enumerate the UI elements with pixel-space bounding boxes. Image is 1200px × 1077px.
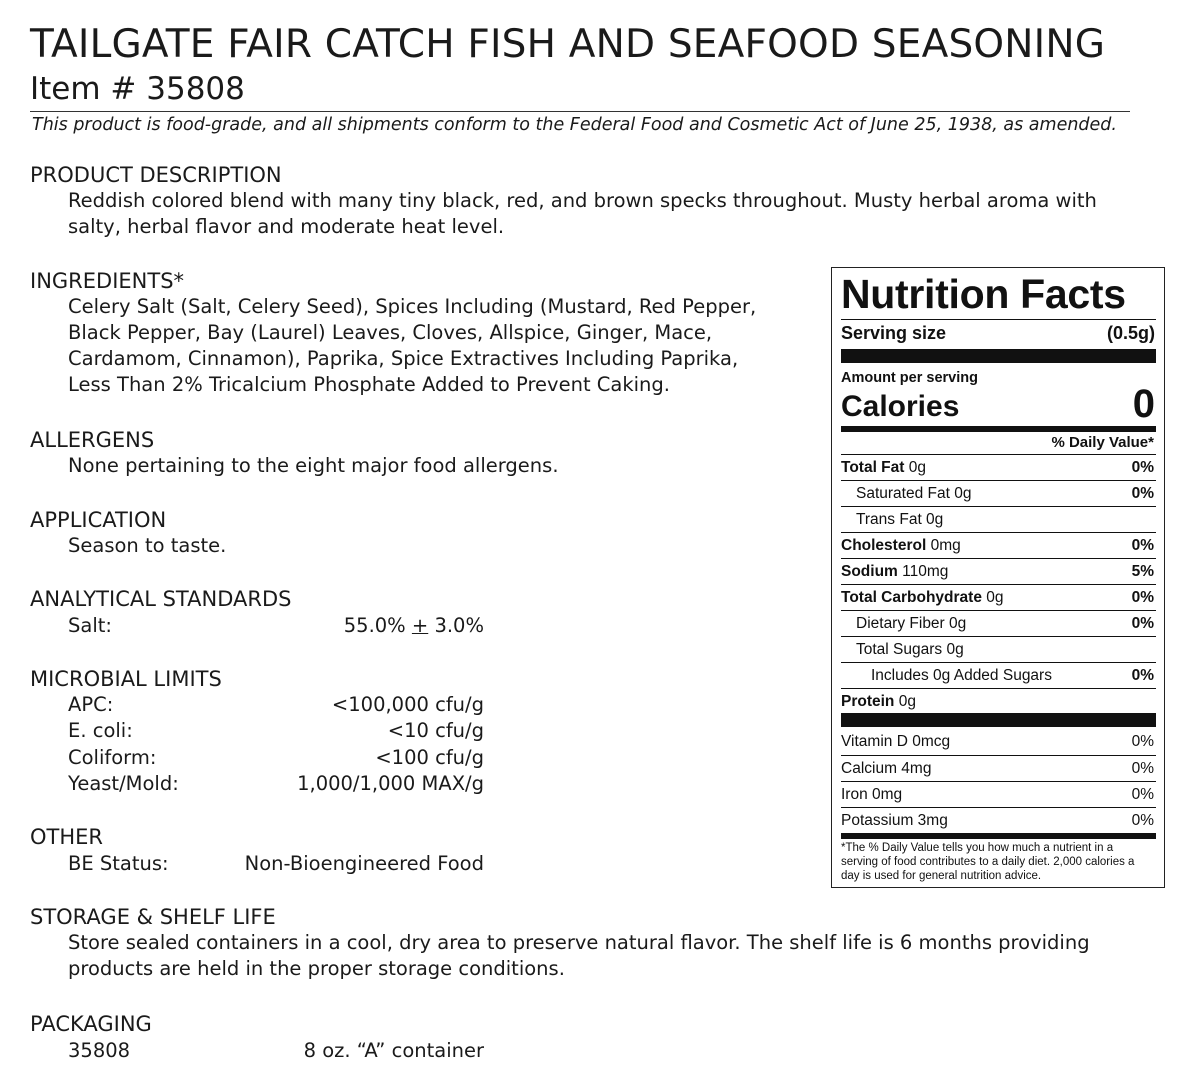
nutrient-daily-value: 0% — [1131, 459, 1154, 476]
page-title: TAILGATE FAIR CATCH FISH AND SEAFOOD SEASONING — [30, 22, 1106, 67]
nutrient-row-total-carbohydrate — [841, 584, 1156, 610]
nutrient-row-calcium — [841, 755, 1156, 781]
footnote-line: *The % Daily Value tells you how much a nutrient in a — [841, 842, 1114, 854]
nutrient-daily-value: 0% — [1131, 812, 1154, 829]
section-heading-product-description: PRODUCT DESCRIPTION — [30, 163, 282, 187]
product-description-text: Reddish colored blend with many tiny black, red, and brown specks throughout. Musty herbal aroma with salty, herbal flavor and moderate heat level. — [68, 189, 1097, 238]
microbial-value: <10 cfu/g — [387, 719, 484, 742]
daily-value-header: % Daily Value* — [1051, 434, 1154, 451]
nutrient-daily-value: 0% — [1131, 589, 1154, 606]
nutrient-row-added-sugars — [841, 662, 1156, 688]
nutrient-name: Calcium 4mg — [841, 760, 932, 777]
section-heading-allergens: ALLERGENS — [30, 428, 155, 452]
nutrient-row-protein — [841, 688, 1156, 714]
nutrient-row-dietary-fiber — [841, 610, 1156, 636]
microbial-label: E. coli: — [68, 719, 133, 742]
microbial-value: <100,000 cfu/g — [331, 693, 484, 716]
nutrient-amount: 0g — [986, 589, 1004, 606]
nutrient-daily-value: 0% — [1131, 615, 1154, 632]
microbial-row-apc — [68, 692, 484, 718]
ingredients-line: Less Than 2% Tricalcium Phosphate Added to Prevent Caking. — [68, 373, 670, 396]
nutrient-row-saturated-fat — [841, 480, 1156, 506]
nutrient-daily-value: 0% — [1131, 485, 1154, 502]
section-heading-application: APPLICATION — [30, 508, 167, 532]
plus-minus-symbol: + — [411, 614, 429, 637]
packaging-row — [68, 1038, 484, 1064]
salt-tolerance: 3.0% — [434, 614, 484, 637]
ingredients-text — [68, 294, 756, 398]
nutrient-daily-value: 0% — [1131, 667, 1154, 684]
nutrient-row-potassium — [841, 807, 1156, 833]
nutrient-amount: 0g — [908, 459, 926, 476]
nutrient-daily-value: 0% — [1131, 733, 1154, 750]
food-grade-disclaimer: This product is food-grade, and all shipments conform to the Federal Food and Cosmetic Act of June 25, 1938, as amended. — [32, 115, 1117, 135]
nutrition-thick-bar — [841, 349, 1156, 363]
microbial-row-coliform — [68, 745, 484, 771]
nutrient-row-vitamin-d — [841, 729, 1156, 755]
nutrient-row-cholesterol — [841, 532, 1156, 558]
nutrition-medium-bar — [841, 426, 1156, 432]
section-heading-storage-shelf-life: STORAGE & SHELF LIFE — [30, 905, 276, 929]
amount-per-serving-label: Amount per serving — [841, 370, 978, 386]
allergens-text: None pertaining to the eight major food allergens. — [68, 454, 559, 477]
nutrient-name: Trans Fat 0g — [856, 511, 944, 528]
item-number: Item # 35808 — [30, 71, 245, 107]
nutrient-name: Includes 0g Added Sugars — [871, 667, 1052, 684]
microbial-label: Coliform: — [68, 746, 157, 769]
application-text: Season to taste. — [68, 534, 227, 557]
header-divider — [30, 111, 1130, 112]
microbial-value: <100 cfu/g — [375, 746, 484, 769]
be-status-value: Non-Bioengineered Food — [244, 852, 484, 875]
nutrient-daily-value: 0% — [1131, 537, 1154, 554]
nutrient-name: Iron 0mg — [841, 786, 903, 803]
nutrient-daily-value: 0% — [1131, 786, 1154, 803]
microbial-value: 1,000/1,000 MAX/g — [297, 772, 484, 795]
footnote-line: day is used for general nutrition advice. — [841, 870, 1042, 882]
section-heading-packaging: PACKAGING — [30, 1012, 152, 1036]
microbial-row-ecoli — [68, 718, 484, 744]
nutrient-daily-value: 5% — [1131, 563, 1154, 580]
salt-label: Salt: — [68, 614, 112, 637]
section-heading-analytical-standards: ANALYTICAL STANDARDS — [30, 587, 292, 611]
nutrient-name: Total Fat — [841, 459, 905, 476]
ingredients-line: Black Pepper, Bay (Laurel) Leaves, Cloves, Allspice, Ginger, Mace, — [68, 321, 713, 344]
be-status-label: BE Status: — [68, 852, 169, 875]
nutrient-row-sodium — [841, 558, 1156, 584]
be-status-row — [68, 851, 484, 877]
nutrient-name: Sodium — [841, 563, 898, 580]
ingredients-line: Celery Salt (Salt, Celery Seed), Spices Including (Mustard, Red Pepper, — [68, 295, 757, 318]
nutrient-row-iron — [841, 781, 1156, 807]
nutrient-amount: 0g — [898, 693, 916, 710]
section-heading-other: OTHER — [30, 825, 104, 849]
nutrient-amount: 110mg — [902, 563, 949, 580]
nutrient-name: Vitamin D 0mcg — [841, 733, 951, 750]
nutrition-facts-title: Nutrition Facts — [841, 271, 1126, 317]
salt-percent: 55.0% — [343, 614, 406, 637]
nutrition-medium-bar — [841, 833, 1156, 839]
nutrient-name: Total Carbohydrate — [841, 589, 982, 606]
daily-value-footnote — [841, 841, 1134, 883]
nutrient-daily-value: 0% — [1131, 760, 1154, 777]
nutrient-row-total-fat — [841, 454, 1156, 480]
packaging-container: 8 oz. “A” container — [303, 1039, 484, 1062]
nutrient-name: Potassium 3mg — [841, 812, 948, 829]
nutrition-thick-bar — [841, 713, 1156, 727]
nutrient-name: Protein — [841, 693, 895, 710]
nutrient-amount: 0mg — [930, 537, 961, 554]
nutrient-name: Dietary Fiber 0g — [856, 615, 967, 632]
nutrient-name: Saturated Fat 0g — [856, 485, 972, 502]
section-heading-ingredients: INGREDIENTS* — [30, 269, 185, 293]
microbial-label: Yeast/Mold: — [68, 772, 179, 795]
nutrition-facts-panel — [831, 267, 1165, 888]
nutrient-name: Total Sugars 0g — [856, 641, 964, 658]
microbial-row-yeast-mold — [68, 771, 484, 797]
nutrient-row-trans-fat — [841, 506, 1156, 532]
analytical-salt-row — [68, 613, 484, 639]
nutrition-divider — [841, 319, 1156, 320]
microbial-label: APC: — [68, 693, 114, 716]
ingredients-line: Cardamom, Cinnamon), Paprika, Spice Extractives Including Paprika, — [68, 347, 739, 370]
serving-size-label: Serving size — [841, 323, 947, 343]
nutrient-name: Cholesterol — [841, 537, 927, 554]
section-heading-microbial-limits: MICROBIAL LIMITS — [30, 667, 222, 691]
packaging-item-number: 35808 — [68, 1039, 131, 1062]
calories-value: 0 — [1132, 382, 1155, 426]
footnote-line: serving of food contributes to a daily diet. 2,000 calories a — [841, 856, 1135, 868]
storage-text: Store sealed containers in a cool, dry area to preserve natural flavor. The shelf life is 6 months providing products are held in the proper storage conditions. — [68, 931, 1090, 980]
calories-label: Calories — [841, 390, 960, 423]
nutrient-row-total-sugars — [841, 636, 1156, 662]
salt-value — [344, 613, 484, 639]
serving-size-value: (0.5g) — [1106, 323, 1155, 343]
